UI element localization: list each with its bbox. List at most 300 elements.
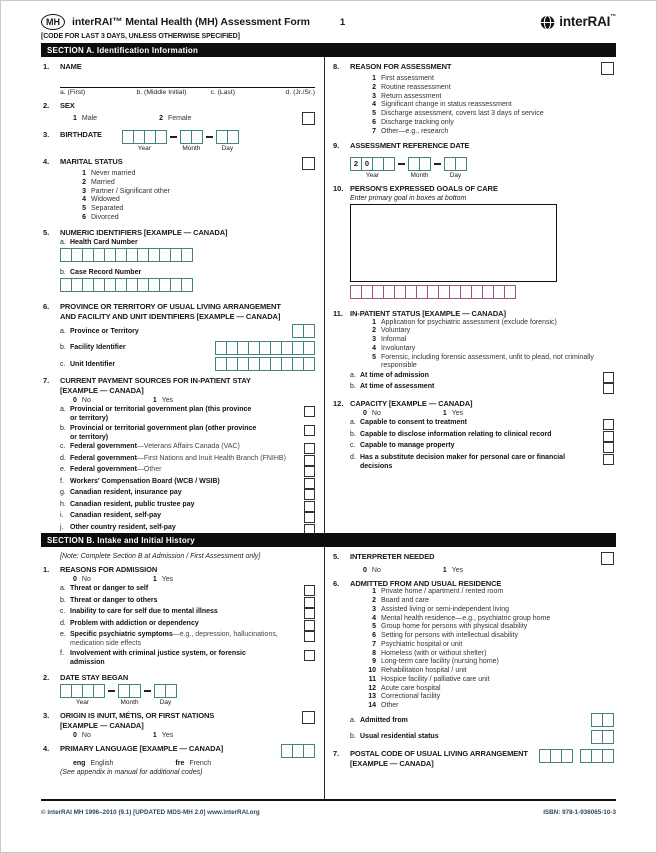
option-label: Application for psychiatric assessment (exclude forensic)	[381, 318, 557, 326]
sub-item-line	[360, 454, 595, 463]
option-code: 3	[372, 605, 376, 613]
code-box[interactable]	[303, 341, 315, 355]
answer-checkbox[interactable]	[304, 631, 315, 642]
sub-item-text-bold: Threat or danger to self	[70, 585, 149, 593]
sub-item-letter: a.	[350, 419, 356, 427]
item-title	[350, 552, 434, 562]
sub-item-text: Health Card Number	[70, 239, 138, 247]
item-number: 6.	[43, 302, 50, 312]
code-box[interactable]	[181, 248, 193, 262]
sub-item-text-light: medication side effects	[70, 640, 142, 648]
sub-item-text	[70, 585, 299, 594]
option-pair	[153, 397, 173, 404]
sub-item-letter: c.	[60, 608, 66, 616]
sub-item-text	[70, 489, 299, 498]
item-title-row	[333, 579, 614, 589]
sub-item-text-light: —Veterans Affairs Canada (VAC)	[136, 443, 240, 451]
item-title-line: PERSON'S EXPRESSED GOALS OF CARE	[350, 184, 498, 193]
code-box[interactable]	[155, 130, 167, 144]
option-code: 1	[152, 397, 157, 405]
item-number: 5.	[333, 552, 340, 561]
option-label: Assisted living or semi-independent living	[381, 605, 510, 613]
answer-checkbox[interactable]	[304, 620, 315, 631]
sub-item-text	[360, 431, 598, 440]
sub-item-text-bold: Has a substitute decision maker for personal care or financial	[360, 453, 566, 461]
date-unit-label: Day	[221, 145, 234, 152]
code-box-row	[60, 248, 193, 262]
option-row	[43, 205, 315, 214]
code-box[interactable]	[455, 157, 467, 171]
answer-checkbox[interactable]	[603, 372, 614, 383]
item-title-line: REASON FOR ASSESSMENT	[350, 62, 452, 71]
sub-item-letter: a.	[350, 371, 356, 379]
option-label: Yes	[161, 397, 174, 405]
date-group	[154, 684, 177, 706]
sub-item-letter: d.	[60, 454, 66, 462]
option-label: Divorced	[91, 213, 119, 221]
option-label: Hospice facility / palliative care unit	[381, 675, 490, 683]
item-number: 7.	[43, 376, 50, 386]
option-code: 3	[372, 92, 376, 100]
item-title-line: ASSESSMENT REFERENCE DATE	[350, 141, 470, 151]
answer-checkbox[interactable]	[304, 512, 315, 523]
option-label: Board and care	[381, 597, 429, 604]
sub-item-row	[43, 478, 315, 489]
footer-isbn: ISBN: 978-1-936065-10-3	[543, 809, 616, 816]
sub-item-text: Admitted from	[360, 716, 408, 724]
option-pair	[443, 567, 463, 574]
section-b-bar: SECTION B. Intake and Initial History	[41, 533, 616, 547]
code-box[interactable]	[93, 684, 105, 698]
date-row	[333, 153, 614, 179]
option-code: 9	[372, 658, 376, 666]
sub-item-text	[70, 650, 299, 668]
option-row	[333, 632, 614, 641]
sub-item-text-light: —First Nations and Inuit Health Branch (FNIHB)	[136, 454, 286, 462]
code-box[interactable]	[504, 285, 516, 299]
option-row	[333, 676, 614, 685]
option-code: 1	[372, 318, 376, 326]
code-box[interactable]: 0	[361, 157, 373, 171]
form-item	[43, 744, 315, 776]
option-label: Yes	[161, 732, 174, 740]
code-box-row-wrap	[333, 285, 614, 304]
sub-item-letter: f.	[60, 649, 64, 657]
sub-item-text-bold: Canadian resident, public trustee pay	[70, 500, 195, 508]
form-item	[43, 130, 315, 152]
code-box-row	[539, 749, 573, 763]
sub-item-line	[70, 478, 296, 487]
sub-item-text-bold: Capable to disclose information relating to clinical record	[360, 430, 552, 438]
sub-item-text-bold: Threat or danger to others	[70, 596, 158, 604]
option-label: Significant change in status reassessment	[381, 101, 512, 109]
option-row	[333, 336, 614, 345]
sub-item-row	[43, 425, 315, 443]
date-field	[60, 684, 177, 706]
option-code: 5	[372, 353, 376, 361]
answer-checkbox[interactable]	[304, 608, 315, 619]
sub-item-letter: i.	[60, 512, 64, 520]
option-label: Long-term care facility (nursing home)	[381, 658, 499, 666]
option-label: Yes	[451, 566, 464, 574]
answer-checkbox[interactable]	[304, 650, 315, 661]
date-group	[122, 130, 167, 152]
code-box[interactable]	[165, 684, 177, 698]
sub-item-line	[70, 406, 296, 415]
option-pair	[73, 760, 113, 767]
sub-item-text-bold: Workers' Compensation Board (WCB / WSIB)	[70, 477, 220, 485]
name-part-label: d. (Jr./Sr.)	[285, 88, 315, 96]
option-code: 5	[372, 623, 376, 631]
item-title-row	[43, 62, 315, 72]
sub-item-line	[70, 650, 296, 659]
code-box[interactable]	[303, 324, 315, 338]
item-title-row	[333, 141, 614, 151]
date-field	[122, 130, 239, 152]
date-unit-label: Year	[137, 145, 151, 152]
options-inline-row	[43, 760, 315, 767]
sub-boxes-row	[333, 713, 614, 727]
option-label: Married	[91, 178, 115, 186]
item-number: 7.	[333, 748, 340, 758]
option-label: Yes	[451, 410, 464, 418]
item-title-line: IN-PATIENT STATUS [EXAMPLE — CANADA]	[350, 308, 506, 318]
code-box[interactable]	[561, 749, 573, 763]
item-title-line: [EXAMPLE — CANADA]	[350, 758, 434, 768]
sub-item-row	[333, 442, 614, 453]
item-title-line: DATE STAY BEGAN	[60, 672, 129, 682]
item-title	[350, 141, 469, 151]
sub-item-letter: d.	[350, 453, 356, 461]
option-label: Acute care hospital	[381, 684, 441, 692]
footer	[41, 809, 616, 816]
item-title	[350, 184, 498, 194]
option-pair	[175, 760, 211, 767]
code-box[interactable]	[191, 130, 203, 144]
options-inline-row	[43, 397, 315, 404]
option-label: Correctional facility	[381, 693, 441, 701]
item-title-row	[333, 552, 614, 565]
option-row	[333, 641, 614, 650]
option-pair	[443, 410, 463, 417]
section-b-left-column	[41, 547, 324, 799]
sub-item-row	[43, 597, 315, 608]
option-label: Other—e.g., research	[381, 127, 449, 135]
sub-item-text-bold: Specific psychiatric symptoms	[70, 631, 173, 639]
item-title	[350, 62, 451, 72]
name-part-labels	[43, 89, 315, 96]
item-number: 4.	[43, 157, 50, 166]
code-box[interactable]	[602, 730, 614, 744]
code-box-row	[60, 278, 193, 292]
name-writein-line[interactable]	[60, 72, 315, 88]
code-box[interactable]	[227, 130, 239, 144]
form-title: interRAI™ Mental Health (MH) Assessment Form	[72, 16, 310, 28]
form-item	[333, 141, 614, 179]
item-title	[60, 101, 75, 111]
item-title-line: CAPACITY [EXAMPLE — CANADA]	[350, 399, 473, 408]
answer-checkbox[interactable]	[304, 524, 315, 533]
option-code: 6	[82, 213, 86, 221]
option-row	[333, 702, 614, 711]
code-box-row	[122, 130, 167, 144]
item-number: 11.	[333, 308, 344, 318]
answer-checkbox[interactable]	[304, 455, 315, 466]
sub-item-row	[43, 512, 315, 523]
answer-checkbox[interactable]	[304, 597, 315, 608]
form-item	[333, 552, 614, 574]
date-separator	[170, 136, 177, 138]
option-code: 3	[372, 336, 376, 343]
sub-item-row	[43, 650, 315, 668]
answer-checkbox[interactable]	[304, 443, 315, 454]
code-box[interactable]	[303, 357, 315, 371]
name-part-label: a. (First)	[60, 88, 86, 96]
option-label: Discharge tracking only	[381, 118, 454, 126]
sub-item-row	[43, 585, 315, 596]
sub-item-letter: e.	[60, 466, 66, 474]
option-row	[43, 170, 315, 179]
option-label: Other	[381, 702, 399, 709]
item-title-row	[43, 302, 315, 322]
item-number: 2.	[43, 672, 50, 682]
code-box[interactable]	[303, 744, 315, 758]
sub-item-row	[333, 454, 614, 472]
answer-checkbox[interactable]	[603, 431, 614, 442]
sub-item-text-bold: At time of admission	[360, 371, 429, 379]
sub-item-text-bold: Federal government	[70, 466, 137, 474]
item-title	[60, 376, 251, 396]
answer-checkbox[interactable]	[304, 501, 315, 512]
sub-item-line	[360, 431, 595, 440]
item-number: 4.	[43, 744, 50, 754]
option-code: 14	[368, 702, 376, 709]
item-number: 8.	[333, 62, 340, 71]
item-title-row	[43, 376, 315, 396]
sub-item-row	[43, 489, 315, 500]
code-box[interactable]	[602, 749, 614, 763]
option-code: 1	[152, 732, 157, 740]
option-code: 0	[363, 566, 367, 574]
sub-item-text-bold: Capable to manage property	[360, 442, 455, 450]
options-inline-row	[43, 732, 315, 739]
option-code: 0	[73, 576, 77, 584]
sub-item-label-row	[43, 269, 315, 276]
option-label: First assessment	[381, 75, 434, 82]
option-code: 2	[372, 597, 376, 604]
code-box[interactable]: 2	[350, 157, 362, 171]
item-title-row	[43, 711, 315, 731]
option-row	[333, 354, 614, 363]
option-label: English	[90, 759, 114, 767]
option-row	[333, 101, 614, 110]
section-a-columns	[41, 57, 616, 533]
sub-item-text-bold: Provincial or territorial government plan (other province	[70, 424, 257, 432]
answer-checkbox[interactable]	[304, 425, 315, 436]
sub-item-row	[43, 608, 315, 619]
item-title	[60, 711, 214, 731]
option-pair	[73, 732, 91, 739]
item-note: (See appendix in manual for additional codes)	[60, 768, 203, 776]
sub-item-letter: b.	[350, 430, 356, 438]
options-inline-row	[333, 567, 614, 574]
code-box-row	[591, 730, 614, 744]
code-box[interactable]	[419, 157, 431, 171]
date-group	[444, 157, 467, 179]
sub-item-text	[70, 524, 299, 533]
answer-checkbox[interactable]	[302, 711, 315, 724]
sub-item-letter: b.	[60, 269, 66, 277]
item-title-line: MARITAL STATUS	[60, 157, 123, 166]
date-group	[60, 684, 105, 706]
item-title-line: BIRTHDATE	[60, 130, 102, 139]
name-part-label: c. (Last)	[210, 88, 235, 96]
option-code: 2	[159, 115, 163, 122]
answer-checkbox[interactable]	[304, 489, 315, 500]
sub-item-line	[70, 585, 296, 594]
option-label: Discharge assessment, covers last 3 days of service	[381, 110, 544, 117]
code-box[interactable]	[181, 278, 193, 292]
sub-item-text-bold: Canadian resident, insurance pay	[70, 489, 182, 497]
option-row	[333, 119, 614, 128]
answer-checkbox[interactable]	[603, 442, 614, 453]
item-title-row	[43, 565, 315, 575]
item-title	[60, 565, 157, 575]
option-code: 1	[152, 576, 157, 584]
date-unit-label: Month	[182, 145, 201, 152]
option-code: 7	[372, 127, 376, 135]
form-subtitle: [CODE FOR LAST 3 DAYS, UNLESS OTHERWISE SPECIFIED]	[41, 33, 240, 40]
option-code: 4	[372, 614, 376, 622]
option-label: Return assessment	[381, 92, 442, 100]
answer-checkbox[interactable]	[603, 419, 614, 430]
sub-item-text-bold: Inability to care for self due to mental illness	[70, 608, 218, 616]
option-code: 1	[442, 410, 447, 418]
sub-item-text	[70, 620, 299, 629]
sub-item-row	[43, 524, 315, 533]
options-inline-row	[43, 112, 315, 125]
item-title-row	[43, 101, 315, 111]
option-row	[43, 196, 315, 205]
sub-item-text-bold: At time of assessment	[360, 383, 435, 390]
item-number: 5.	[43, 227, 50, 237]
answer-checkbox[interactable]	[601, 552, 614, 565]
sub-item-text	[70, 608, 299, 617]
item-title-line: ORIGIN IS INUIT, MÉTIS, OR FIRST NATIONS	[60, 711, 215, 721]
answer-checkbox[interactable]	[304, 466, 315, 477]
option-code: 10	[368, 667, 376, 674]
sub-item-letter: h.	[60, 500, 66, 508]
option-label: Routine reassessment	[381, 83, 451, 91]
answer-checkbox[interactable]	[603, 383, 614, 394]
answer-checkbox[interactable]	[304, 478, 315, 489]
answer-checkbox[interactable]	[601, 62, 614, 75]
answer-checkbox[interactable]	[302, 157, 315, 170]
option-row	[333, 75, 614, 84]
option-code: 2	[372, 83, 376, 91]
code-box-row	[350, 285, 516, 299]
option-code: 1	[442, 566, 447, 574]
option-code: 13	[368, 693, 376, 701]
code-box[interactable]	[602, 713, 614, 727]
sub-item-line	[70, 489, 296, 498]
code-box-groups	[281, 744, 315, 758]
sub-item-row	[333, 372, 614, 383]
mh-badge: MH	[41, 14, 65, 30]
item-title-line: NUMERIC IDENTIFIERS [EXAMPLE — CANADA]	[60, 227, 228, 237]
code-box[interactable]	[383, 157, 395, 171]
sub-item-text-bold: or territory)	[70, 415, 109, 423]
option-row	[333, 650, 614, 659]
sub-item-row	[43, 631, 315, 649]
date-field	[350, 157, 467, 179]
form-item	[43, 101, 315, 125]
date-unit-label: Year	[365, 172, 380, 179]
sub-item-line	[360, 383, 595, 392]
sub-item-text-bold: Problem with addiction or dependency	[70, 619, 199, 627]
sub-item-line	[70, 597, 296, 606]
option-row	[333, 345, 614, 354]
option-code: 1	[82, 170, 86, 177]
option-label: Voluntary	[381, 327, 411, 335]
option-code: 4	[82, 196, 86, 204]
sub-item-text	[70, 597, 299, 606]
sub-item-letter: g.	[60, 489, 66, 497]
sub-item-text-light: —e.g., depression, hallucinations,	[172, 631, 278, 639]
item-title-row	[43, 228, 315, 238]
sub-item-text: Unit Identifier	[70, 360, 116, 368]
section-b-note: [Note: Complete Section B at Admission / First Assessment only]	[60, 553, 261, 560]
answer-checkbox[interactable]	[603, 454, 614, 465]
sub-item-letter: c.	[60, 360, 66, 368]
sub-item-line	[70, 501, 296, 510]
option-label: Rehabilitation hospital / unit	[381, 667, 467, 674]
sub-item-letter: b.	[350, 383, 356, 390]
sub-boxes-row	[43, 324, 315, 338]
option-code: 6	[372, 118, 376, 126]
option-pair	[153, 732, 173, 739]
item-number: 10.	[333, 184, 344, 193]
option-label: French	[189, 759, 212, 767]
date-separator	[108, 690, 115, 692]
sub-item-letter: a.	[60, 406, 66, 414]
item-title-row	[333, 749, 614, 769]
item-title-row	[43, 673, 315, 683]
option-row	[333, 93, 614, 102]
code-box[interactable]	[129, 684, 141, 698]
sub-item-text-bold: decisions	[360, 462, 393, 470]
sub-item-text	[70, 455, 299, 464]
code-box-row	[591, 713, 614, 727]
item-title-line: NAME	[60, 62, 82, 71]
logo-trademark: ™	[610, 14, 616, 20]
item-title-line: [EXAMPLE — CANADA]	[60, 721, 144, 731]
goals-writein-box[interactable]	[350, 204, 557, 282]
answer-checkbox[interactable]	[304, 585, 315, 596]
date-group	[408, 157, 431, 179]
answer-checkbox[interactable]	[302, 112, 315, 125]
item-number: 2.	[43, 100, 50, 110]
option-row	[333, 658, 614, 667]
option-label: Female	[168, 115, 192, 122]
sub-item-row	[333, 419, 614, 430]
code-box-row-wrap	[43, 278, 315, 297]
sub-item-letter: b.	[60, 424, 66, 432]
answer-checkbox[interactable]	[304, 406, 315, 417]
item-title-row	[43, 130, 315, 152]
option-code: 5	[82, 205, 86, 212]
option-code: 1	[372, 75, 376, 82]
